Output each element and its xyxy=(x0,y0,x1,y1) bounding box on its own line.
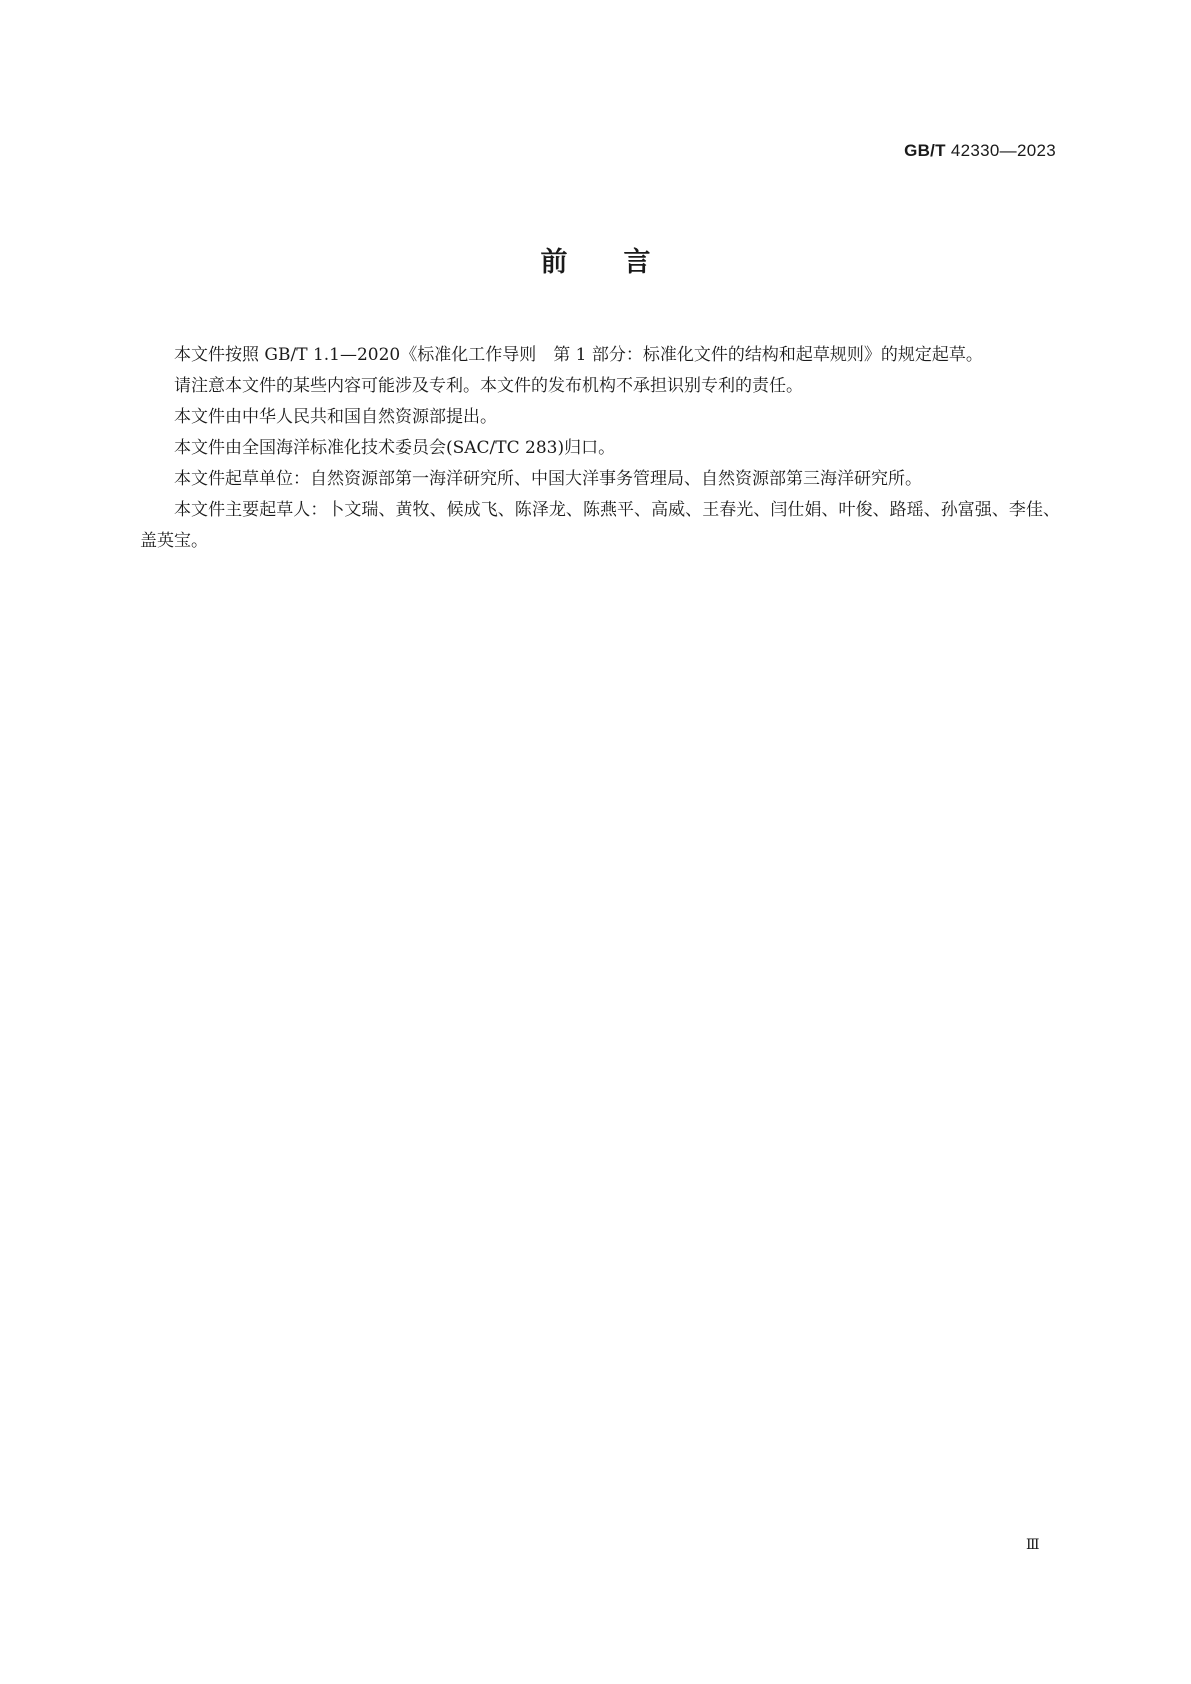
page-number: Ⅲ xyxy=(1026,1537,1040,1553)
paragraph-patent-notice: 请注意本文件的某些内容可能涉及专利。本文件的发布机构不承担识别专利的责任。 xyxy=(174,376,803,396)
standard-code xyxy=(904,141,1056,161)
page-title: 前言 xyxy=(540,247,707,278)
paragraph-technical-committee: 本文件由全国海洋标准化技术委员会(SAC/TC 283)归口。 xyxy=(174,438,616,458)
paragraph-proposer: 本文件由中华人民共和国自然资源部提出。 xyxy=(174,407,497,427)
paragraph-drafting-units: 本文件起草单位：自然资源部第一海洋研究所、中国大洋事务管理局、自然资源部第三海洋研究所。 xyxy=(174,469,922,489)
standard-code-number: 42330—2023 xyxy=(950,141,1056,160)
paragraph-drafters: 本文件主要起草人：卜文瑞、黄牧、候成飞、陈泽龙、陈燕平、高威、王春光、闫仕娟、叶俊、路瑶、孙富强、李佳、盖英宝。 xyxy=(140,500,1060,551)
foreword-body xyxy=(140,340,1060,557)
paragraph-drafting-basis: 本文件按照 GB/T 1.1—2020《标准化工作导则 第 1 部分：标准化文件的结构和起草规则》的规定起草。 xyxy=(174,345,983,365)
standard-code-prefix: GB/T xyxy=(904,141,946,160)
